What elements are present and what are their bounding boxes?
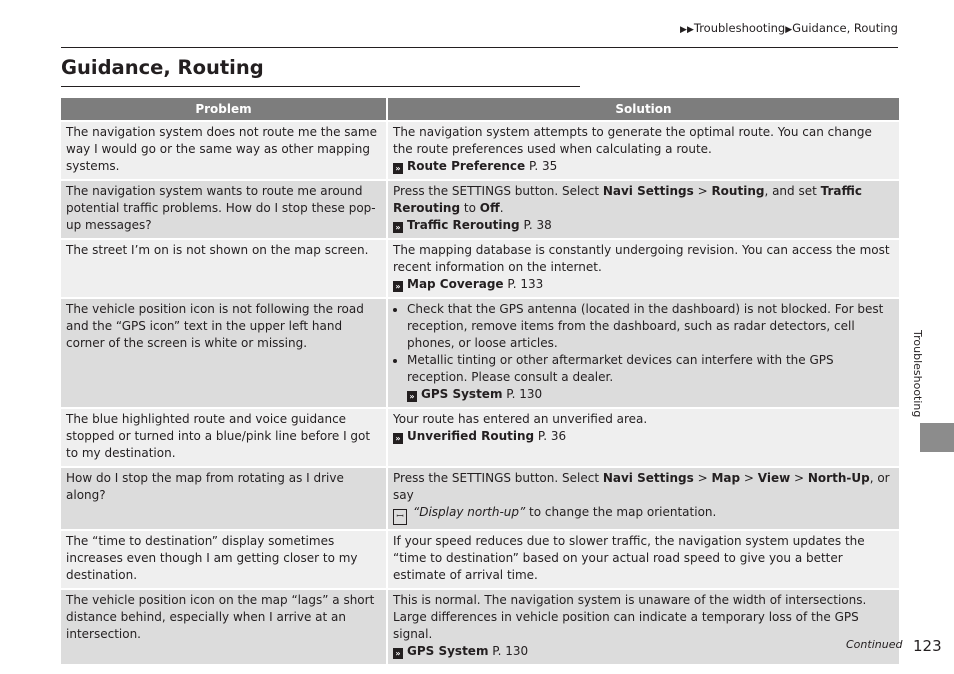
reference-arrow-icon: » (393, 222, 403, 233)
solution-cell (387, 298, 899, 408)
problem-cell: The vehicle position icon on the map “lags” a short distance behind, especially when I arrive at an intersection. (61, 589, 387, 664)
reference-page: P. 36 (537, 429, 567, 443)
solution-cell (387, 467, 899, 530)
menu-item-navi-settings: Navi Settings (602, 184, 694, 198)
solution-text: to change the map orientation. (525, 505, 717, 519)
page-reference[interactable] (393, 158, 894, 175)
table-row (61, 589, 899, 664)
solution-cell (387, 239, 899, 298)
breadcrumb-part1: Troubleshooting (693, 21, 786, 35)
problem-cell: How do I stop the map from rotating as I drive along? (61, 467, 387, 530)
reference-name[interactable]: Route Preference (407, 159, 526, 173)
solution-text: Press the SETTINGS button. Select (393, 471, 603, 485)
table-row (61, 180, 899, 239)
menu-item-map: Map (711, 471, 741, 485)
reference-name[interactable]: GPS System (407, 644, 489, 658)
reference-page: P. 35 (528, 159, 558, 173)
breadcrumb-part2: Guidance, Routing (792, 21, 898, 35)
troubleshooting-table (61, 98, 899, 664)
header-solution: Solution (387, 98, 899, 121)
solution-text: . (499, 201, 504, 215)
continued-label: Continued (846, 638, 903, 651)
menu-item-routing: Routing (711, 184, 765, 198)
menu-item-north-up: North-Up (807, 471, 870, 485)
solution-text: to (460, 201, 480, 215)
menu-item-navi-settings: Navi Settings (602, 471, 694, 485)
solution-cell (387, 121, 899, 180)
section-side-tab (920, 423, 954, 452)
reference-arrow-icon: » (393, 281, 403, 292)
menu-item-traffic-rerouting: Traffic Rerouting (393, 184, 863, 215)
menu-item-off: Off (479, 201, 500, 215)
solution-text: Metallic tinting or other aftermarket devices can interfere with the GPS reception. Please consult a dealer. (407, 353, 834, 384)
problem-cell: The navigation system wants to route me around potential traffic problems. How do I stop these pop-up messages? (61, 180, 387, 239)
reference-arrow-icon: » (407, 391, 417, 402)
solution-text: > (740, 471, 758, 485)
table-row (61, 298, 899, 408)
reference-page: P. 130 (492, 644, 529, 658)
page-reference[interactable] (393, 643, 894, 660)
reference-name[interactable]: Unverified Routing (407, 429, 535, 443)
voice-command-icon: ꟷ (393, 509, 407, 525)
reference-arrow-icon: » (393, 648, 403, 659)
solution-text: > (693, 471, 712, 485)
reference-arrow-icon: » (393, 163, 403, 174)
section-side-label: Troubleshooting (911, 330, 924, 418)
breadcrumb (680, 21, 898, 35)
problem-cell: The blue highlighted route and voice guidance stopped or turned into a blue/pink line before I got to my destination. (61, 408, 387, 467)
solution-text: , or say (393, 471, 890, 502)
table-row (61, 467, 899, 530)
reference-name[interactable]: GPS System (421, 387, 503, 401)
solution-bullet-list (393, 301, 894, 403)
page-number: 123 (913, 637, 942, 655)
table-row (61, 239, 899, 298)
solution-cell (387, 180, 899, 239)
reference-page: P. 38 (523, 218, 552, 232)
solution-text: Your route has entered an unverified area. (393, 412, 648, 426)
table-header-row (61, 98, 899, 121)
header-problem: Problem (61, 98, 387, 121)
title-underline (61, 86, 580, 87)
voice-command-text: “Display north-up” (413, 505, 526, 519)
table-row (61, 530, 899, 589)
breadcrumb-arrow-icon: ▶▶ (680, 25, 694, 35)
menu-item-view: View (757, 471, 791, 485)
table-row (61, 121, 899, 180)
page-reference[interactable] (407, 386, 894, 403)
solution-cell (387, 408, 899, 467)
header-rule (61, 47, 898, 48)
breadcrumb-arrow-icon: ▶ (785, 25, 793, 35)
page-reference[interactable] (393, 217, 894, 234)
reference-page: P. 133 (507, 277, 544, 291)
solution-text: Press the SETTINGS button. Select (393, 184, 603, 198)
solution-text: The mapping database is constantly undergoing revision. You can access the most recent information on the internet. (393, 243, 890, 274)
solution-cell: If your speed reduces due to slower traffic, the navigation system updates the “time to destination” based on your actual road speed to give you a better estimate of arrival time. (387, 530, 899, 589)
solution-text: The navigation system attempts to generate the optimal route. You can change the route preferences used when calculating a route. (393, 125, 872, 156)
reference-arrow-icon: » (393, 433, 403, 444)
page-reference[interactable] (393, 428, 894, 445)
reference-page: P. 130 (506, 387, 543, 401)
solution-text: This is normal. The navigation system is unaware of the width of intersections. Large differences in vehicle position can indicate a temporary loss of the GPS signal. (393, 593, 867, 641)
problem-cell: The vehicle position icon is not following the road and the “GPS icon” text in the upper left hand corner of the screen is white or missing. (61, 298, 387, 408)
page-reference[interactable] (393, 276, 894, 293)
solution-text: , and set (764, 184, 821, 198)
solution-text: > (693, 184, 712, 198)
table-row (61, 408, 899, 467)
list-item (407, 352, 894, 403)
page-title: Guidance, Routing (61, 56, 264, 79)
list-item: • Check that the GPS antenna (located in the dashboard) is not blocked. For best reception, remove items from the dashboard, such as radar detectors, cell phones, or loose articles. (407, 301, 894, 352)
reference-name[interactable]: Map Coverage (407, 277, 504, 291)
problem-cell: The street I’m on is not shown on the map screen. (61, 239, 387, 298)
problem-cell: The “time to destination” display sometimes increases even though I am getting closer to my destination. (61, 530, 387, 589)
reference-name[interactable]: Traffic Rerouting (407, 218, 520, 232)
solution-text: > (790, 471, 808, 485)
problem-cell: The navigation system does not route me the same way I would go or the same way as other mapping systems. (61, 121, 387, 180)
solution-cell (387, 589, 899, 664)
